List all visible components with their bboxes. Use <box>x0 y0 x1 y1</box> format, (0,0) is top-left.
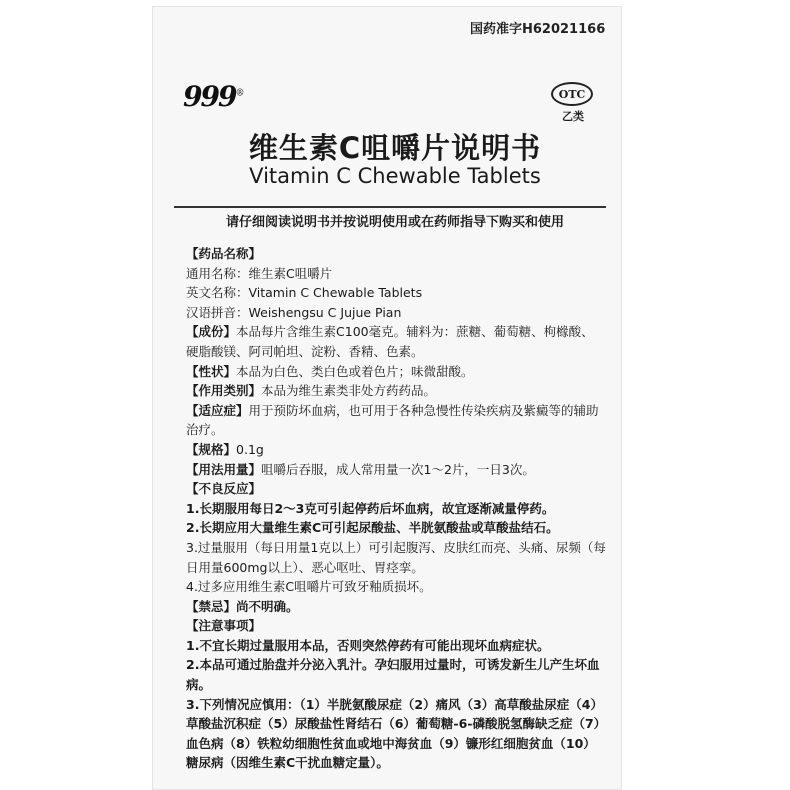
category-text: 本品为维生素类非处方药药品。 <box>261 383 437 399</box>
specification-text: 0.1g <box>236 441 264 457</box>
usage-notice: 请仔细阅读说明书并按说明使用或在药师指导下购买和使用 <box>225 215 564 230</box>
pinyin-name: 汉语拼音：Weishengsu C Jujue Pian <box>186 304 402 320</box>
indications-text: 用于预防坏血病，也可用于各种急慢性传染疾病及紫癜等的辅助治疗。 <box>186 402 599 438</box>
contraindications-label: 【禁忌】 <box>186 598 237 614</box>
character-text: 本品为白色、类白色或着色片；味微甜酸。 <box>236 363 474 379</box>
contraindications-text: 尚不明确。 <box>236 598 299 614</box>
dosage-text: 咀嚼后吞服，成人常用量一次1～2片，一日3次。 <box>261 461 535 477</box>
title-chinese: 维生素C咀嚼片说明书 <box>248 131 542 165</box>
section-character <box>186 362 606 382</box>
registered-mark: ® <box>235 88 245 99</box>
section-precautions-label: 【注意事项】 <box>186 618 262 634</box>
otc-class-label: 乙类 <box>562 110 584 123</box>
adverse-item-4: 4.过多应用维生素C咀嚼片可致牙釉质损坏。 <box>186 579 432 595</box>
category-label: 【作用类别】 <box>186 383 262 399</box>
title-english: Vitamin C Chewable Tablets <box>249 164 541 188</box>
adverse-item-2: 2.长期应用大量维生素C可引起尿酸盐、半胱氨酸盐或草酸盐结石。 <box>186 520 559 536</box>
section-indications <box>186 401 606 440</box>
dosage-label: 【用法用量】 <box>186 461 262 477</box>
section-dosage <box>186 460 606 480</box>
ingredients-text: 本品每片含维生素C100毫克。辅料为：蔗糖、葡萄糖、枸橼酸、硬脂酸镁、阿司帕坦、淀粉、香精、色素。 <box>186 324 594 359</box>
brand-logo <box>183 80 244 113</box>
section-contraindications <box>186 597 606 617</box>
ingredients-label: 【成份】 <box>186 324 237 340</box>
indications-label: 【适应症】 <box>186 402 249 418</box>
precaution-item-2: 2.本品可通过胎盘并分泌入乳汁。孕妇服用过量时，可诱发新生儿产生坏血病。 <box>186 657 600 693</box>
precaution-item-3: 3.下列情况应慎用：（1）半胱氨酸尿症（2）痛风（3）高草酸盐尿症（4）草酸盐沉积症（5）尿酸盐性肾结石（6）葡萄糖-6-磷酸脱氢酶缺乏症（7）血色病（8）铁粒幼细胞性贫血或地中海贫血（9）镰形红细胞贫血（10）糖尿病（因维生素C干扰血糖定量）。 <box>186 696 603 771</box>
section-drug-name-label: 【药品名称】 <box>186 246 262 261</box>
adverse-item-3: 3.过量服用（每日用量1克以上）可引起腹泻、皮肤红而亮、头痛、尿频（每日用量600mg以上）、恶心呕吐、胃痉挛。 <box>186 539 606 575</box>
section-adverse-label: 【不良反应】 <box>186 481 262 497</box>
precaution-item-1: 1.不宜长期过量服用本品，否则突然停药有可能出现坏血病症状。 <box>186 637 550 653</box>
generic-name: 通用名称：维生素C咀嚼片 <box>186 265 333 281</box>
section-ingredients <box>186 322 606 361</box>
english-name: 英文名称：Vitamin C Chewable Tablets <box>186 285 423 301</box>
specification-label: 【规格】 <box>186 441 237 457</box>
approval-number: 国药准字H62021166 <box>470 22 606 37</box>
header-divider <box>174 206 606 208</box>
otc-badge: OTC <box>551 82 593 106</box>
character-label: 【性状】 <box>186 363 237 379</box>
leaflet-body <box>186 244 606 773</box>
section-specification <box>186 440 606 460</box>
logo-text: 999 <box>183 80 236 113</box>
adverse-item-1: 1.长期服用每日2～3克可引起停药后坏血病，故宜逐渐减量停药。 <box>186 500 555 516</box>
section-category <box>186 381 606 401</box>
